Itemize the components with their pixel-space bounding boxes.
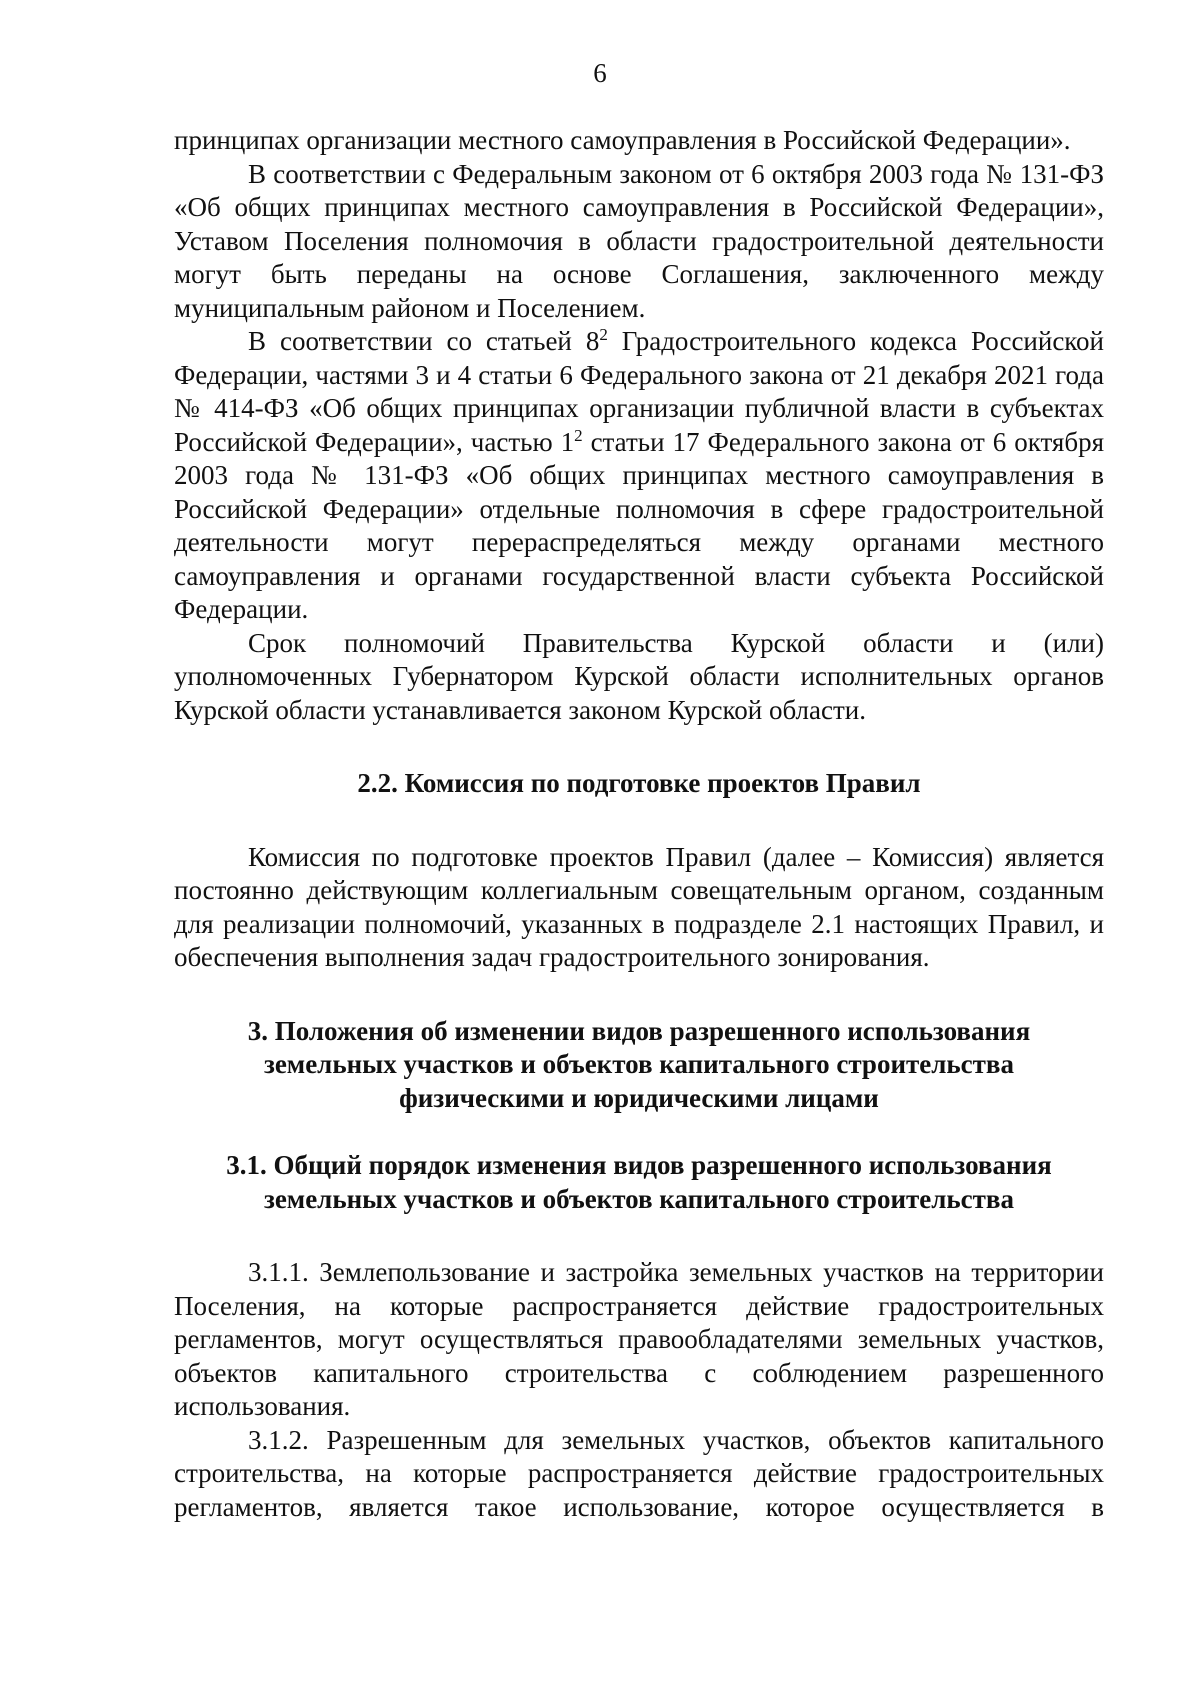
heading-line: земельных участков и объектов капитального строительства xyxy=(263,1049,1015,1079)
heading-line: земельных участков и объектов капитального строительства xyxy=(263,1183,1015,1214)
paragraph-3-1-2: 3.1.2. Разрешенным для земельных участков, объектов капитального строительства, на которые распространяется действие градостроительных регламентов, является такое использование, которое осуществляется в xyxy=(174,1424,1104,1522)
paragraph-3-1-1: 3.1.1. Землепользование и застройка земельных участков на территории Поселения, на которые распространяется действие градостроительных регламентов, могут осуществляться правообладателями земельных участков, объектов капитального строительства с соблюдением разрешенного использования. xyxy=(174,1257,1104,1421)
superscript: 2 xyxy=(599,325,608,344)
heading-line: 3.1. Общий порядок изменения видов разрешенного использования xyxy=(226,1150,1052,1180)
document-body xyxy=(174,124,1104,1524)
page-number: 6 xyxy=(593,58,607,88)
paragraph-term-of-powers: Срок полномочий Правительства Курской области и (или) уполномоченных Губернатором Курской области исполнительных органов Курской области устанавливается законом Курской области. xyxy=(174,627,1104,725)
heading-line: физическими и юридическими лицами xyxy=(399,1082,879,1113)
paragraph-text: В соответствии со статьей 8 xyxy=(248,326,600,356)
heading-line: 3. Положения об изменении видов разрешенного использования xyxy=(247,1015,1031,1046)
section-heading-3-1 xyxy=(174,1149,1104,1216)
paragraph-continuation: принципах организации местного самоуправления в Российской Федерации». xyxy=(174,125,1071,155)
superscript: 2 xyxy=(574,425,583,445)
section-heading-3 xyxy=(174,1015,1104,1116)
paragraph-article-8-2 xyxy=(174,325,1104,627)
paragraph-federal-law-131: В соответствии с Федеральным законом от 6 октября 2003 года № 131-ФЗ «Об общих принципах местного самоуправления в Российской Федерации», Уставом Поселения полномочия в области градостроительной деятельности могут быть переданы на основе Соглашения, заключенного между муниципальным районом и Поселением. xyxy=(174,158,1104,323)
paragraph-text: Градостроительного кодекса Российской Федерации, частями 3 и 4 статьи 6 Федерального закона от 21 декабря 2021 года № 414-ФЗ «Об общих принципах организации публичной власти в субъектах Российской Федерации», частью 1 xyxy=(174,326,1105,457)
section-heading-2-2: 2.2. Комиссия по подготовке проектов Правил xyxy=(357,768,921,798)
paragraph-commission: Комиссия по подготовке проектов Правил (далее – Комиссия) является постоянно действующим коллегиальным совещательным органом, созданным для реализации полномочий, указанных в подразделе 2.1 настоящих Правил, и обеспечения выполнения задач градостроительного зонирования. xyxy=(174,841,1104,972)
paragraph-text: статьи 17 Федерального закона от 6 октября 2003 года № 131-ФЗ «Об общих принципах местного самоуправления в Российской Федерации» отдельные полномочия в сфере градостроительной деятельности могут перераспределяться между органами местного самоуправления и органами государственной власти субъекта Российской Федерации. xyxy=(174,426,1104,624)
